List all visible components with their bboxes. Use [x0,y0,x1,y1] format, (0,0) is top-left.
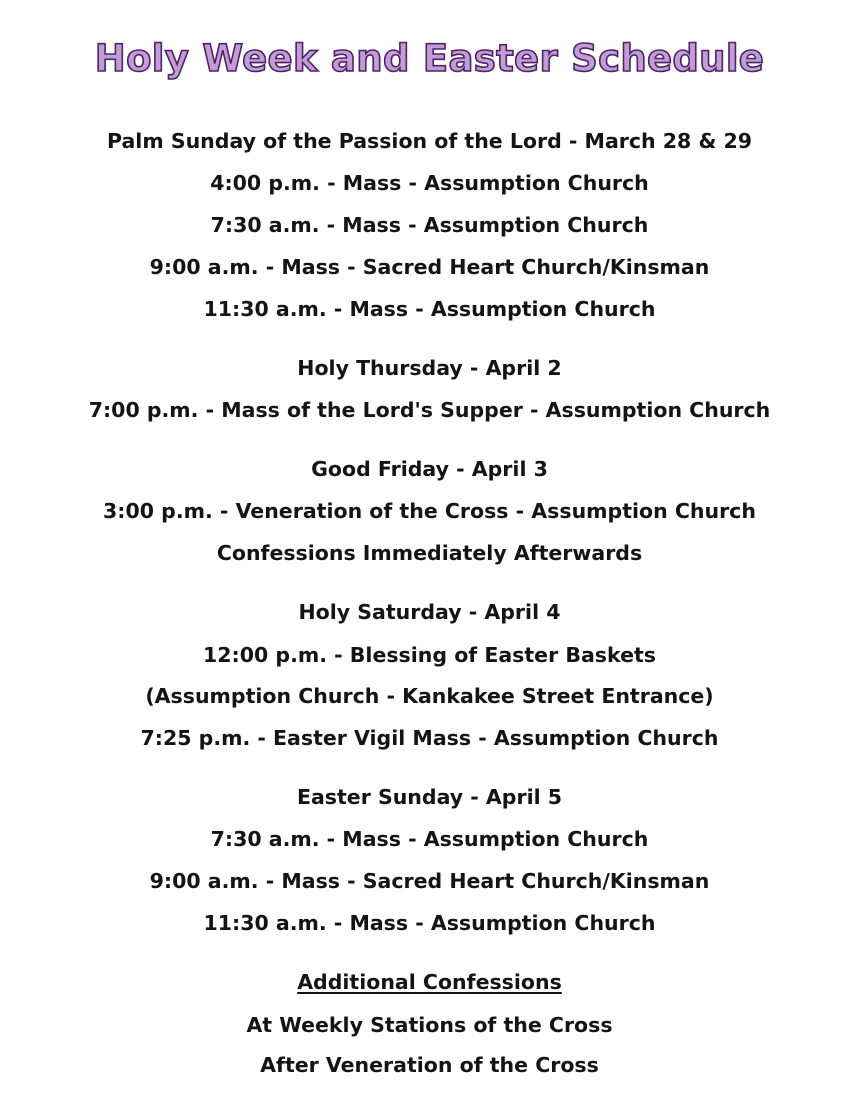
section-heading-palm-sunday: Palm Sunday of the Passion of the Lord - March 28 & 29 [106,129,752,153]
schedule-item: 4:00 p.m. - Mass - Assumption Church [210,171,649,195]
section-heading-holy-thursday: Holy Thursday - April 2 [297,356,562,380]
section-heading-easter-sunday: Easter Sunday - April 5 [296,785,563,809]
schedule-item: 11:30 a.m. - Mass - Assumption Church [203,911,656,935]
schedule-item: 3:00 p.m. - Veneration of the Cross - Assumption Church [103,499,756,523]
additional-confessions-heading-text: Additional Confessions [297,970,562,994]
schedule-item: After Veneration of the Cross [260,1053,599,1077]
schedule-item: 12:00 p.m. - Blessing of Easter Baskets [203,643,656,667]
schedule-item: 7:30 a.m. - Mass - Assumption Church [210,827,649,851]
schedule-item: 11:30 a.m. - Mass - Assumption Church [203,297,656,321]
schedule-item: Confessions Immediately Afterwards [216,541,643,565]
schedule-item: 9:00 a.m. - Mass - Sacred Heart Church/Kinsman [149,869,710,893]
section-heading-good-friday: Good Friday - April 3 [311,457,548,481]
schedule-item: 7:30 a.m. - Mass - Assumption Church [210,213,649,237]
schedule-item: 7:00 p.m. - Mass of the Lord's Supper - Assumption Church [88,398,771,422]
schedule-item: 7:25 p.m. - Easter Vigil Mass - Assumption Church [140,726,719,750]
page-title: Holy Week and Easter Schedule [94,37,765,80]
section-heading-holy-saturday: Holy Saturday - April 4 [298,600,561,624]
schedule-item: (Assumption Church - Kankakee Street Entrance) [145,684,714,708]
schedule-item: At Weekly Stations of the Cross [246,1013,613,1037]
section-heading-additional-confessions [0,967,859,997]
schedule-item: 9:00 a.m. - Mass - Sacred Heart Church/Kinsman [149,255,710,279]
